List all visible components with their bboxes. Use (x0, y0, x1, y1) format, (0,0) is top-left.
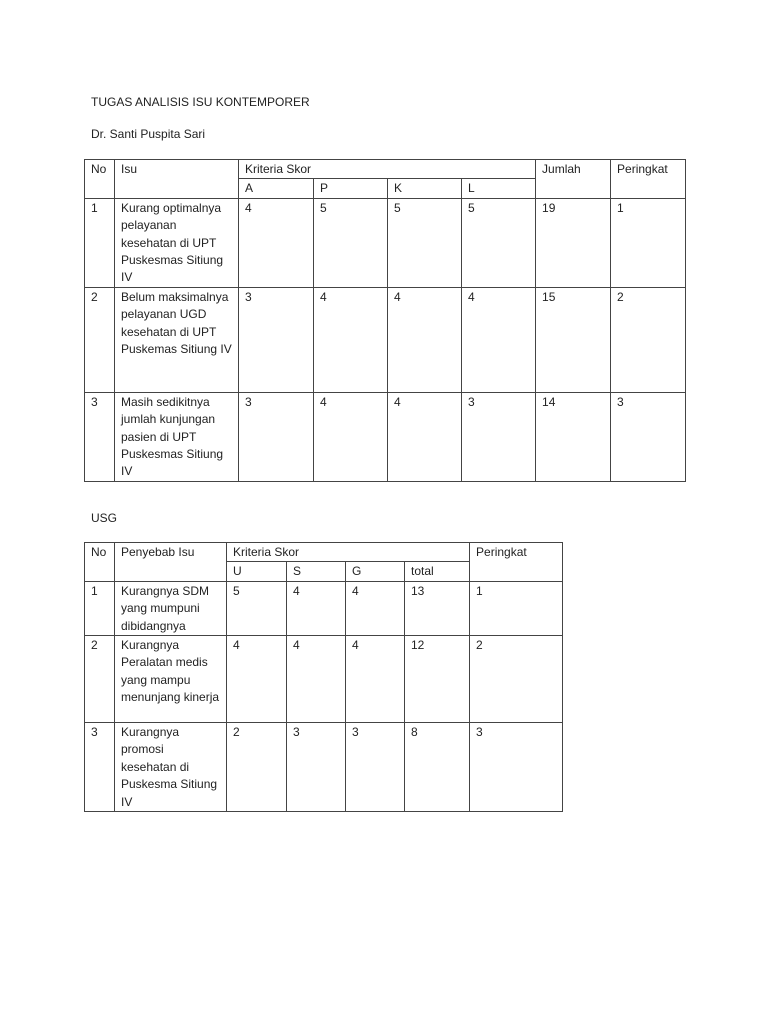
cell-no: 3 (85, 723, 115, 812)
header-cell-kriteria-skor: Kriteria Skor (227, 543, 470, 562)
header-cell-no: No (85, 543, 115, 582)
table-row (85, 392, 686, 481)
cell-score-k: 4 (388, 392, 462, 481)
table-row (85, 198, 686, 287)
cell-total: 13 (405, 581, 470, 635)
table-header-row (85, 543, 563, 562)
cell-score-l: 3 (462, 392, 536, 481)
cell-jumlah: 15 (536, 287, 611, 392)
cell-score-p: 4 (314, 392, 388, 481)
subheader-cell-l: L (462, 179, 536, 198)
cell-score-k: 4 (388, 287, 462, 392)
cell-no: 3 (85, 392, 115, 481)
cell-score-l: 4 (462, 287, 536, 392)
cell-score-s: 4 (287, 581, 346, 635)
cell-no: 1 (85, 581, 115, 635)
subheader-cell-u: U (227, 562, 287, 581)
subheader-cell-g: G (346, 562, 405, 581)
cell-score-a: 3 (239, 392, 314, 481)
cell-score-a: 4 (239, 198, 314, 287)
cell-score-u: 2 (227, 723, 287, 812)
table-row (85, 287, 686, 392)
header-cell-peringkat: Peringkat (611, 160, 686, 199)
cell-peringkat: 3 (611, 392, 686, 481)
table-row (85, 723, 563, 812)
cell-total: 12 (405, 636, 470, 723)
cell-jumlah: 19 (536, 198, 611, 287)
header-cell-isu: Isu (115, 160, 239, 199)
cell-isu: Kurang optimalnya pelayanan kesehatan di UPT Puskesmas Sitiung IV (115, 198, 239, 287)
cell-score-g: 4 (346, 636, 405, 723)
cell-peringkat: 2 (470, 636, 563, 723)
cell-score-p: 4 (314, 287, 388, 392)
cell-no: 2 (85, 636, 115, 723)
subheader-cell-k: K (388, 179, 462, 198)
header-cell-penyebab-isu: Penyebab Isu (115, 543, 227, 582)
cell-score-u: 4 (227, 636, 287, 723)
cell-isu: Masih sedikitnya jumlah kunjungan pasien di UPT Puskesmas Sitiung IV (115, 392, 239, 481)
author-name: Dr. Santi Puspita Sari (91, 127, 206, 141)
cell-score-s: 3 (287, 723, 346, 812)
table-header-row (85, 160, 686, 179)
cell-penyebab: Kurangnya Peralatan medis yang mampu menunjang kinerja (115, 636, 227, 723)
cell-peringkat: 1 (470, 581, 563, 635)
subheader-cell-total: total (405, 562, 470, 581)
apkl-scoring-table (84, 159, 686, 482)
cell-isu: Belum maksimalnya pelayanan UGD kesehatan di UPT Puskemas Sitiung IV (115, 287, 239, 392)
usg-section-heading: USG (91, 511, 118, 525)
cell-score-l: 5 (462, 198, 536, 287)
cell-peringkat: 3 (470, 723, 563, 812)
subheader-cell-a: A (239, 179, 314, 198)
usg-scoring-table (84, 542, 563, 812)
cell-score-k: 5 (388, 198, 462, 287)
cell-score-a: 3 (239, 287, 314, 392)
header-cell-no: No (85, 160, 115, 199)
cell-score-g: 3 (346, 723, 405, 812)
cell-score-u: 5 (227, 581, 287, 635)
cell-score-g: 4 (346, 581, 405, 635)
header-cell-kriteria-skor: Kriteria Skor (239, 160, 536, 179)
cell-peringkat: 2 (611, 287, 686, 392)
subheader-cell-p: P (314, 179, 388, 198)
cell-penyebab: Kurangnya promosi kesehatan di Puskesma Sitiung IV (115, 723, 227, 812)
header-cell-jumlah: Jumlah (536, 160, 611, 199)
document-title: TUGAS ANALISIS ISU KONTEMPORER (91, 95, 310, 109)
header-cell-peringkat: Peringkat (470, 543, 563, 582)
subheader-cell-s: S (287, 562, 346, 581)
cell-score-s: 4 (287, 636, 346, 723)
table-row (85, 581, 563, 635)
cell-peringkat: 1 (611, 198, 686, 287)
cell-jumlah: 14 (536, 392, 611, 481)
table-row (85, 636, 563, 723)
cell-no: 2 (85, 287, 115, 392)
cell-no: 1 (85, 198, 115, 287)
cell-score-p: 5 (314, 198, 388, 287)
cell-penyebab: Kurangnya SDM yang mumpuni dibidangnya (115, 581, 227, 635)
cell-total: 8 (405, 723, 470, 812)
